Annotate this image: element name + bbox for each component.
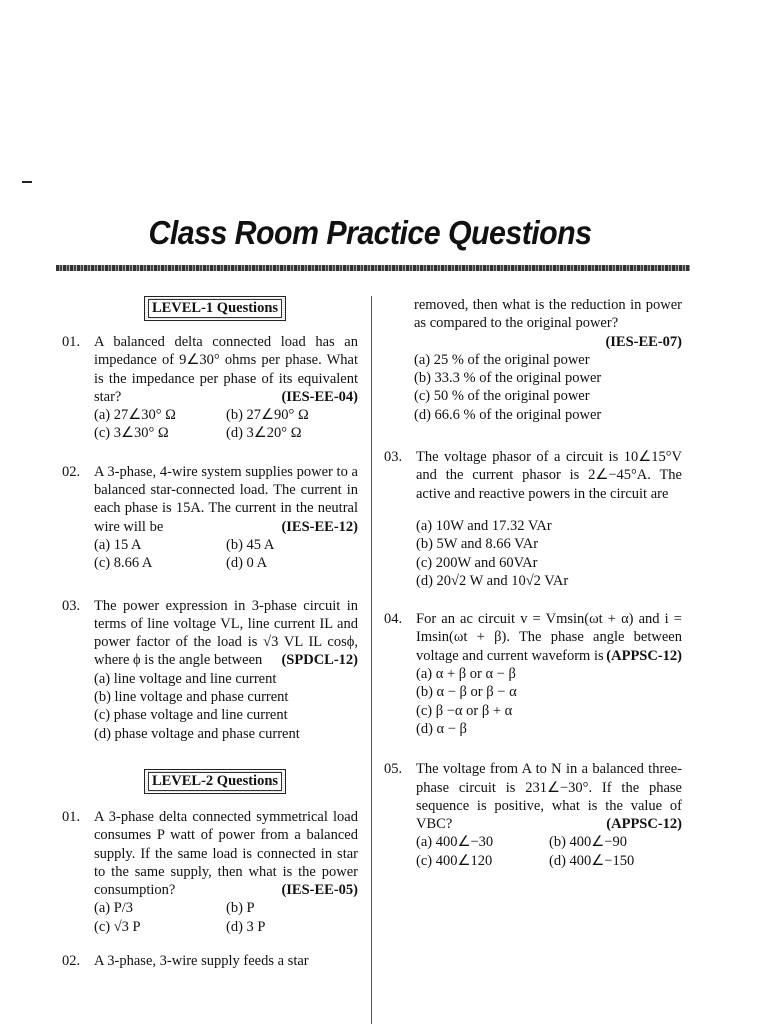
option-b: (b) line voltage and phase current bbox=[94, 689, 289, 706]
option-a: (a) 15 A bbox=[94, 536, 142, 553]
option-c: (c) 8.66 A bbox=[94, 555, 153, 572]
question-l1-01 bbox=[62, 333, 358, 443]
question-text: For an ac circuit v = Vmsin(ωt + α) and i = Imsin(ωt + β). The phase angle between voltage and current waveform is bbox=[416, 611, 682, 664]
option-c: (c) 50 % of the original power bbox=[414, 388, 590, 405]
question-number: 03. bbox=[384, 449, 403, 466]
right-column bbox=[384, 296, 682, 870]
option-a: (a) 400∠−30 bbox=[416, 834, 494, 851]
question-source: (SPDCL-12) bbox=[281, 652, 358, 669]
question-number: 02. bbox=[62, 463, 81, 480]
option-a: (a) 10W and 17.32 VAr bbox=[416, 517, 552, 534]
question-r-05 bbox=[384, 760, 682, 870]
question-source: (IES-EE-05) bbox=[281, 882, 358, 899]
option-d: (d) 66.6 % of the original power bbox=[414, 406, 602, 423]
question-source: (IES-EE-07) bbox=[605, 333, 682, 350]
option-a: (a) α + β or α − β bbox=[416, 666, 516, 683]
question-l2-01 bbox=[62, 808, 358, 936]
option-c: (c) 400∠120 bbox=[416, 852, 493, 869]
level-1-heading-box bbox=[144, 296, 286, 321]
option-a: (a) P/3 bbox=[94, 900, 134, 917]
question-l2-02 bbox=[62, 952, 358, 970]
question-text: A 3-phase delta connected symmetrical load consumes P watt of power from a balanced supply. If the same load is connected in star to the same supply, then what is the power consumption? bbox=[94, 808, 358, 899]
option-b: (b) P bbox=[226, 900, 255, 917]
column-divider bbox=[371, 296, 372, 1024]
question-source: (IES-EE-12) bbox=[281, 518, 358, 535]
option-b: (b) 45 A bbox=[226, 536, 275, 553]
question-continuation bbox=[384, 296, 682, 424]
left-column bbox=[62, 296, 358, 970]
question-source: (APPSC-12) bbox=[606, 647, 682, 664]
question-source: (IES-EE-04) bbox=[281, 388, 358, 405]
option-b: (b) 27∠90° Ω bbox=[226, 407, 309, 424]
title-rule bbox=[56, 265, 690, 271]
question-r-03 bbox=[384, 448, 682, 590]
question-number: 01. bbox=[62, 334, 81, 350]
question-l1-02 bbox=[62, 463, 358, 573]
level-2-heading: LEVEL-2 Questions bbox=[148, 772, 282, 791]
question-source: (APPSC-12) bbox=[606, 816, 682, 833]
option-d: (d) 3 P bbox=[226, 918, 266, 935]
option-d: (d) 400∠−150 bbox=[549, 852, 635, 869]
option-d: (d) α − β bbox=[416, 720, 467, 737]
option-c: (c) 200W and 60VAr bbox=[416, 554, 538, 571]
question-text: A balanced delta connected load has an impedance of 9∠30° ohms per phase. What is the impedance per phase of its equivalent star? bbox=[94, 334, 358, 405]
margin-mark bbox=[22, 181, 32, 183]
level-2-heading-box bbox=[144, 769, 286, 794]
option-a: (a) line voltage and line current bbox=[94, 670, 277, 687]
option-c: (c) √3 P bbox=[94, 918, 141, 935]
question-text: A 3-phase, 4-wire system supplies power to a balanced star-connected load. The current in each phase is 15A. The current in the neutral wire will be bbox=[94, 463, 358, 535]
option-d: (d) 3∠20° Ω bbox=[226, 425, 302, 442]
option-d: (d) 20√2 W and 10√2 VAr bbox=[416, 572, 569, 589]
question-r-04 bbox=[384, 610, 682, 738]
option-c: (c) β −α or β + α bbox=[416, 702, 513, 719]
option-a: (a) 25 % of the original power bbox=[414, 351, 590, 368]
question-l1-03 bbox=[62, 597, 358, 743]
question-text: The voltage from A to N in a balanced three-phase circuit is 231∠−30°. If the phase sequence is positive, what is the value of VBC? bbox=[416, 761, 682, 833]
option-b: (b) 33.3 % of the original power bbox=[414, 370, 602, 387]
option-a: (a) 27∠30° Ω bbox=[94, 407, 176, 424]
page-title: Class Room Practice Questions bbox=[148, 214, 592, 251]
option-c: (c) phase voltage and line current bbox=[94, 707, 288, 724]
option-d: (d) phase voltage and phase current bbox=[94, 725, 300, 742]
question-number: 04. bbox=[384, 611, 403, 628]
question-text: removed, then what is the reduction in power as compared to the original power? bbox=[414, 297, 682, 332]
question-number: 03. bbox=[62, 597, 81, 614]
option-b: (b) 400∠−90 bbox=[549, 834, 627, 851]
option-c: (c) 3∠30° Ω bbox=[94, 425, 169, 442]
question-number: 05. bbox=[384, 761, 403, 778]
option-d: (d) 0 A bbox=[226, 555, 268, 572]
level-1-heading: LEVEL-1 Questions bbox=[148, 299, 282, 318]
question-text: The voltage phasor of a circuit is 10∠15°V and the current phasor is 2∠−45°A. The active and reactive powers in the circuit are bbox=[416, 449, 682, 502]
option-b: (b) α − β or β − α bbox=[416, 684, 517, 701]
question-number: 02. bbox=[62, 953, 81, 970]
option-b: (b) 5W and 8.66 VAr bbox=[416, 536, 539, 553]
question-text: The power expression in 3-phase circuit in terms of line voltage VL, line current IL and power factor of the load is √3 VL IL cosϕ, where ϕ is the angle between bbox=[94, 597, 358, 669]
question-text: A 3-phase, 3-wire supply feeds a star bbox=[94, 953, 309, 970]
question-number: 01. bbox=[62, 808, 81, 825]
